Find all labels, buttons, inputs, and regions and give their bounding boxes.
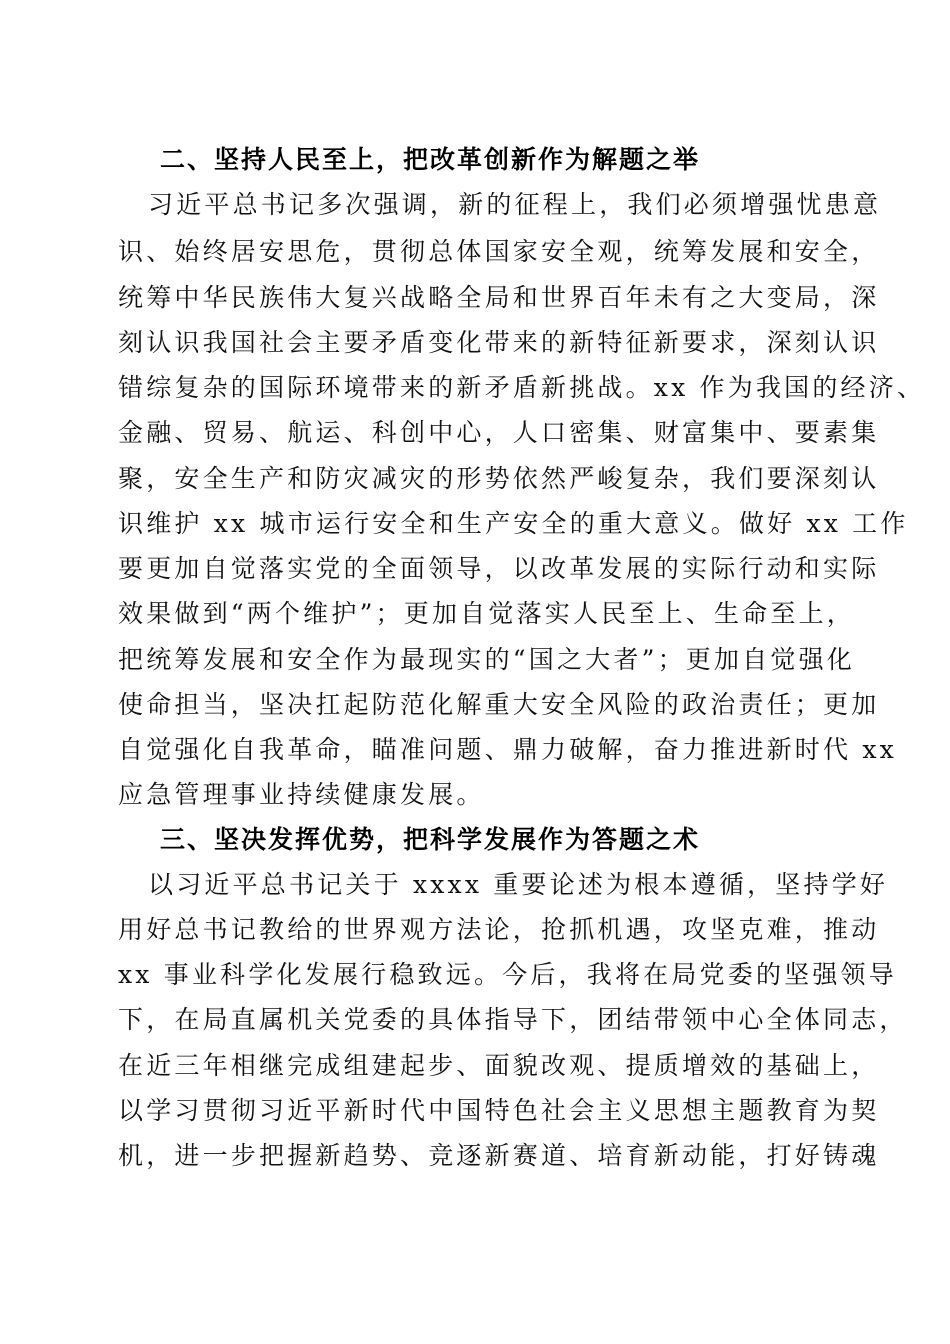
paragraph-line: 机，进一步把握新趋势、竞逐新赛道、培育新动能，打好铸魂 <box>118 1141 880 1170</box>
paragraph-line: 以学习贯彻习近平新时代中国特色社会主义思想主题教育为契 <box>118 1096 880 1125</box>
paragraph-line: 在近三年相继完成组建起步、面貌改观、提质增效的基础上， <box>118 1051 880 1080</box>
paragraph-line: 识维护 xx 城市运行安全和生产安全的重大意义。做好 xx 工作 <box>118 509 909 538</box>
section-heading-2: 二、坚持人民至上，把改革创新作为解题之举 <box>160 145 701 174</box>
paragraph-line: 用好总书记教给的世界观方法论，抢抓机遇，攻坚克难，推动 <box>118 915 880 944</box>
paragraph-line: 自觉强化自我革命，瞄准问题、鼎力破解，奋力推进新时代 xx <box>118 735 897 764</box>
paragraph-line: 识、始终居安思危，贯彻总体国家安全观，统筹发展和安全， <box>118 237 880 266</box>
paragraph-line: 刻认识我国社会主要矛盾变化带来的新特征新要求，深刻认识 <box>118 328 880 357</box>
paragraph-line: 聚，安全生产和防灾减灾的形势依然严峻复杂，我们要深刻认 <box>118 464 880 493</box>
paragraph-line: xx 事业科学化发展行稳致远。今后，我将在局党委的坚强领导 <box>118 960 897 989</box>
paragraph-line: 统筹中华民族伟大复兴战略全局和世界百年未有之大变局，深 <box>118 283 880 312</box>
paragraph-line: 错综复杂的国际环境带来的新矛盾新挑战。xx 作为我国的经济、 <box>118 373 926 402</box>
paragraph-line: 金融、贸易、航运、科创中心，人口密集、财富集中、要素集 <box>118 418 880 447</box>
paragraph-line: 效果做到“两个维护”；更加自觉落实人民至上、生命至上， <box>118 599 855 628</box>
paragraph-line: 以习近平总书记关于 xxxx 重要论述为根本遵循，坚持学好 <box>148 870 889 899</box>
paragraph-line: 应急管理事业持续健康发展。 <box>118 780 485 809</box>
paragraph-line: 下，在局直属机关党委的具体指导下，团结带领中心全体同志， <box>118 1005 908 1034</box>
paragraph-line: 把统筹发展和安全作为最现实的“国之大者”；更加自觉强化 <box>118 645 855 674</box>
section-heading-3: 三、坚决发挥优势，把科学发展作为答题之术 <box>160 825 701 854</box>
paragraph-line: 使命担当，坚决扛起防范化解重大安全风险的政治责任；更加 <box>118 690 880 719</box>
paragraph-line: 要更加自觉落实党的全面领导，以改革发展的实际行动和实际 <box>118 554 880 583</box>
paragraph-line: 习近平总书记多次强调，新的征程上，我们必须增强忧患意 <box>148 190 882 219</box>
